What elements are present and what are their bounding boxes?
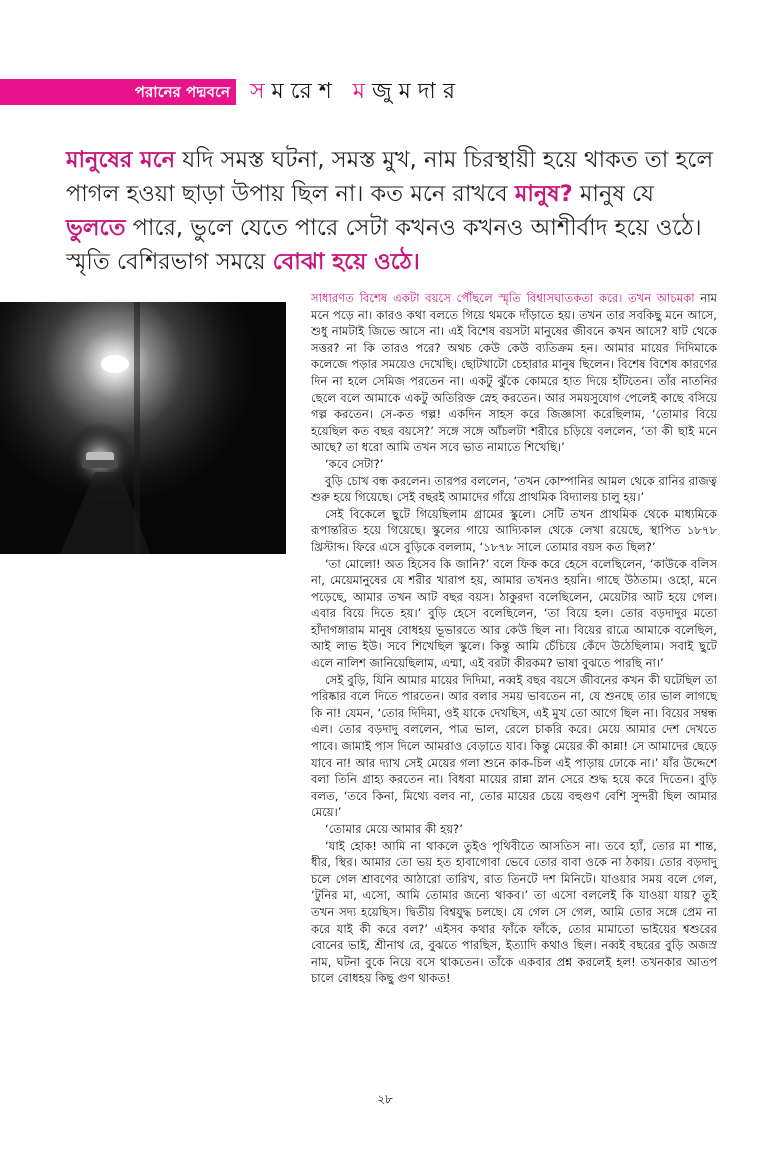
photo-illustration [0, 302, 286, 554]
body-paragraph [311, 290, 717, 456]
lead-highlight: ভুলতে [66, 215, 126, 241]
author-letter: শ [318, 79, 339, 104]
night-fog-photo [0, 302, 286, 554]
body-paragraph: ‘যাই হোক! আমি না থাকলে তুইও পৃথিবীতে আসতিস না। তবে হ্যাঁ, তোর মা শান্ত, ধীর, স্থির। আমার তো ভয় হত হাবাগোবা ভেবে তোর বাবা ওকে না ঠকায়। তোর বড়দাদু চলে গেল শ্রাবণের আঠারো তারিখ, রাত তিনটে দশ মিনিটে। যাওয়ার সময় বলে গেল, ‘টুনির মা, এসো, আমি তোমার জন্যে থাকব।’ তা এসো বললেই কি যাওয়া যায়? তুই তখন সদ্য হয়েছিস। দ্বিতীয় বিশ্বযুদ্ধ চলছে। যে গেল সে গেল, আমি তোর সঙ্গে প্রেম না করে যাই কী করে বল?’ এইসব কথার ফাঁকে ফাঁকে, তোর মামাতো ভাইয়ের শ্বশুরের বোনের ভাই, শ্রীনাথ রে, বুঝতে পারছিস, ইত্যাদি কথাও ছিল। নব্বই বছরের বুড়ি অজস্র নাম, ঘটনা বুকে নিয়ে বসে থাকতেন। তাঁকে একবার প্রশ্ন করলেই হল! তখনকার আতপ চালে বোধহয় কিছু গুণ থাকত! [311, 838, 717, 986]
author-letter: ম [398, 79, 418, 104]
author-letter: ম [352, 79, 372, 104]
body-paragraph: ‘তা মোলো! অত হিসেব কি জানি?’ বলে ফিক করে হেসে বলেছিলেন, ‘কাউকে বলিস না, মেয়েমানুষের যে শরীর খারাপ হয়, আমার তখনও হয়নি। গাছে উঠতাম। ওহো, মনে পড়েছে, আমার তখন আট বছর বয়স। ঠাকুরদা বলেছিলেন, মেয়েটার আট হয়ে গেল। এবার বিয়ে দিতে হয়।’ বুড়ি হেসে বলেছিলেন, ‘তা বিয়ে হল। তোর বড়দাদুর মতো হাঁদাগঙ্গারাম মানুষ বোধহয় ভূভারতে আর কেউ ছিল না। বিয়ের রাত্রে আমাকে বলেছিল, আই লাভ ইউ। সবে শিখেছিল স্কুলে। কিন্তু আমি চেঁচিয়ে কেঁদে উঠেছিলাম। সবাই ছুটে এলে নালিশ জানিয়েছিলাম, এম্মা, এই বরটা কীরকম? ভাষা বুঝতে পারছি না।’ [311, 556, 717, 671]
body-highlight: সাধারণত বিশেষ একটা বয়সে পৌঁছলে স্মৃতি বিশ্বাসঘাতকতা করে। তখন আচমকা [311, 291, 695, 305]
article-body [311, 290, 717, 987]
lead-paragraph [66, 143, 716, 279]
body-paragraph: ‘তোমার মেয়ে আমার কী হয়?’ [325, 822, 463, 836]
author-letter: রে [290, 79, 319, 104]
lead-text: মানুষ যে [572, 181, 654, 207]
lead-text: পারে, ভুলে যেতে পারে সেটা কখনও কখনও আশীর্বাদ হয়ে ওঠে। স্মৃতি বেশিরভাগ সময়ে [66, 215, 702, 275]
page-number: ২৮ [377, 1092, 393, 1106]
series-banner [0, 79, 236, 105]
body-paragraph: বুড়ি চোখ বন্ধ করলেন। তারপর বললেন, ‘তখন কোম্পানির আমল থেকে রানির রাজত্ব শুরু হয়ে গিয়েছে। সেই বছরই আমাদের গাঁয়ে প্রাথমিক বিদ্যালয় চালু হয়।’ [311, 473, 717, 505]
author-letter: স [250, 79, 272, 104]
body-paragraph: সেই বুড়ি, যিনি আমার মায়ের দিদিমা, নব্বই বছর বয়সে জীবনের কখন কী ঘটেছিল তা পরিষ্কার বলে দিতে পারতেন। আর বলার সময় ভাবতেন না, যে শুনছে তার ভাল লাগছে কি না! যেমন, ‘তোর দিদিমা, ওই যাকে দেখছিস, এই মুখ তো আগে ছিল না। বিয়ের সম্বন্ধ এল। তোর বড়দাদু বললেন, পাত্র ভাল, রেলে চাকরি করে। মেয়ে আমার দেশ দেখতে পাবে। জামাই পাস দিলে আমরাও বেড়াতে যাব। কিন্তু মেয়ের কী কান্না! সে আমাদের ছেড়ে যাবে না! আর দ্যাখ সেই মেয়ের গলা শুনে কাক-চিল এই পাড়ায় ঢোকে না।’ যাঁর উদ্দেশে বলা তিনি গ্রাহ্য করতেন না। বিধবা মায়ের রান্না স্নান সেরে শুদ্ধ হয়ে করে দিতেন। বুড়ি বলত, ‘তবে কিনা, মিথ্যে বলব না, তোর মায়ের চেয়ে বহুগুণ বেশি সুন্দরী ছিল আমার মেয়ে।’ [311, 672, 717, 820]
body-text: নাম মনে পড়ে না। কারও কথা বলতে গিয়ে থমকে দাঁড়াতে হয়। তখন তার সবকিছু মনে আসে, শুধু নামটাই জিভে আসে না। এই বিশেষ বয়সটা মানুষের জীবনে কখন আসে? ষাট থেকে সত্তর? না কি তারও পরে? অথচ কেউ কেউ ব্যতিক্রম হন। আমার মায়ের দিদিমাকে কলেজে পড়ার সময়েও দেখেছি। ছোটখাটো চেহারার মানুষ ছিলেন। বিশেষ বিশেষ কারণের দিন না হলে সেমিজ পরতেন না। একটু ঝুঁকে কোমরে হাত দিয়ে হাঁটতেন। তাঁর নাতনির ছেলে বলে আমাকে একটু অতিরিক্ত স্নেহ করতেন। আর সময়সুযোগ পেলেই কাছে বসিয়ে গল্প করতেন। সে-কত গল্প! একদিন সাহস করে জিজ্ঞাসা করেছিলাম, ‘তোমার বিয়ে হয়েছিল কত বছর বয়সে?’ সঙ্গে সঙ্গে আঁচলটা শরীরে চড়িয়ে বললেন, ‘তা কী ছাই মনে আছে? তা ধরো আমি তখন সবে ভাত নামাতে শিখেছি।’ [311, 291, 717, 455]
lead-highlight: মানুষের মনে [66, 147, 176, 173]
author-name [250, 74, 462, 111]
author-letter: দা [417, 79, 443, 104]
author-letter: জু [371, 79, 399, 104]
body-paragraph: ‘কবে সেটা?’ [325, 456, 384, 471]
lead-text: যদি সমস্ত ঘটনা, সমস্ত মুখ, নাম চিরস্থায়ী হয়ে থাকত তা হলে পাগল হওয়া ছাড়া উপায় ছিল না। কত মনে রাখবে [66, 147, 714, 207]
author-letter: র [442, 79, 462, 104]
lead-highlight: মানুষ? [514, 181, 573, 207]
lead-highlight: বোঝা হয়ে ওঠে। [272, 249, 420, 275]
body-paragraph: সেই বিকেলে ছুটে গিয়েছিলাম গ্রামের স্কুলে। সেটি তখন প্রাথমিক থেকে মাধ্যমিকে রূপান্তরিত হয়ে গিয়েছে। স্কুলের গায়ে আদ্যিকাল থেকে লেখা রয়েছে, স্থাপিত ১৮৭৮ খ্রিস্টাব্দ। ফিরে এসে বুড়িকে বললাম, ‘১৮৭৮ সালে তোমার বয়স কত ছিল?’ [311, 506, 717, 554]
series-label: পরানের পদ্মবনে [134, 83, 230, 101]
author-letter: ম [271, 79, 291, 104]
